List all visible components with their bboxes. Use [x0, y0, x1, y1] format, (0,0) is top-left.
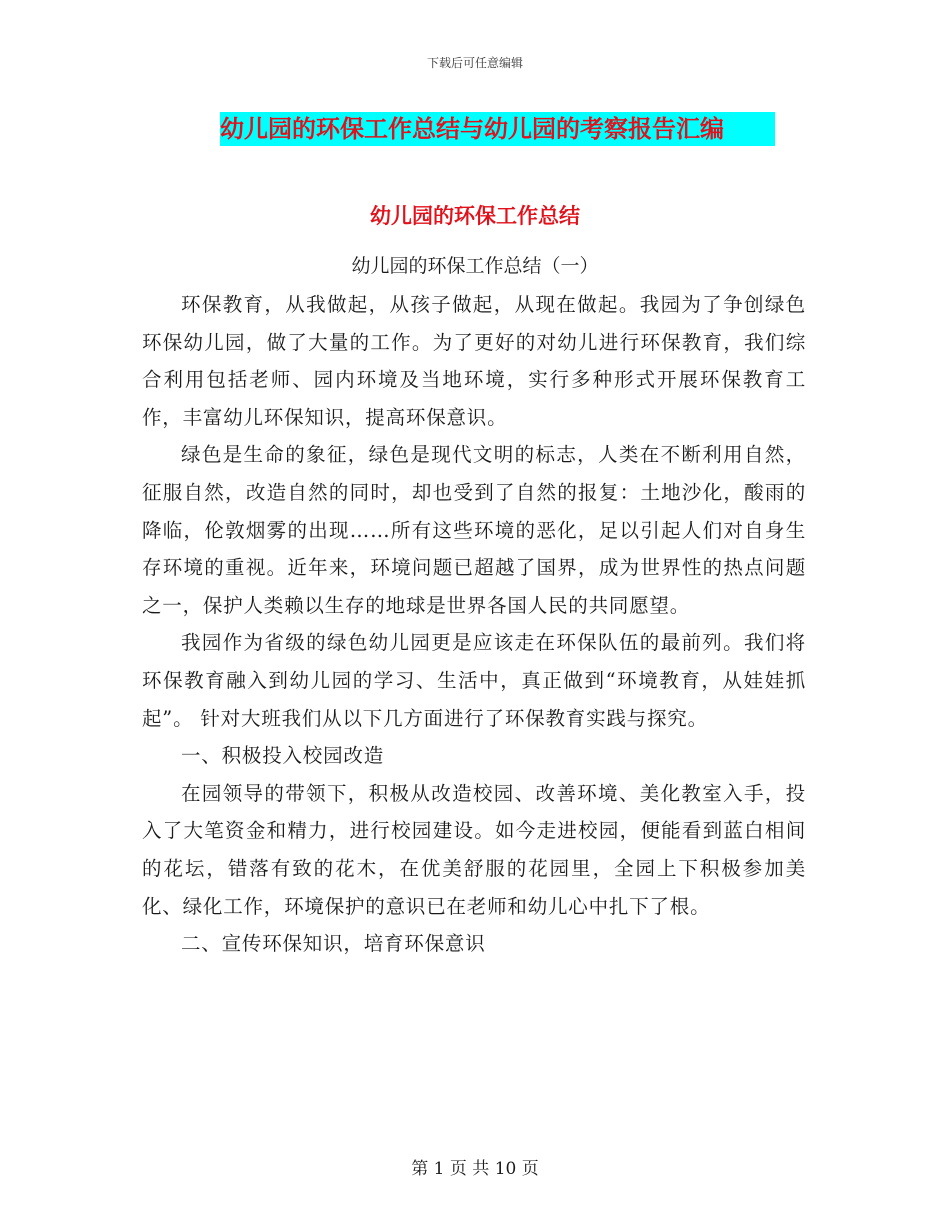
document-body	[142, 286, 806, 963]
page-header-note: 下载后可任意编辑	[426, 56, 523, 70]
paragraph-2: 绿色是生命的象征，绿色是现代文明的标志，人类在不断利用自然，征服自然，改造自然的同时，却也受到了自然的报复：土地沙化，酸雨的降临，伦敦烟雾的出现……所有这些环境的恶化，足以引起人们对自身生存环境的重视。近年来，环境问题已超越了国界，成为世界性的热点问题之一，保护人类赖以生存的地球是世界各国人民的共同愿望。	[142, 443, 806, 617]
heading-1: 一、积极投入校园改造	[181, 744, 385, 768]
page-number: 第 1 页 共 10 页	[411, 1159, 539, 1179]
paragraph-1: 环保教育，从我做起，从孩子做起，从现在做起。我园为了争创绿色环保幼儿园，做了大量的工作。为了更好的对幼儿进行环保教育，我们综合利用包括老师、园内环境及当地环境，实行多种形式开展环保教育工作，丰富幼儿环保知识，提高环保意识。	[142, 293, 806, 429]
paragraph-4: 在园领导的带领下，积极从改造校园、改善环境、美化教室入手，投入了大笔资金和精力，进行校园建设。如今走进校园，便能看到蓝白相间的花坛，错落有致的花木，在优美舒服的花园里，全园上下积极参加美化、绿化工作，环境保护的意识已在老师和幼儿心中扎下了根。	[142, 781, 806, 918]
heading-2: 二、宣传环保知识，培育环保意识	[181, 932, 486, 956]
document-title: 幼儿园的环保工作总结与幼儿园的考察报告汇编	[220, 112, 775, 146]
section-title: 幼儿园的环保工作总结	[370, 204, 580, 228]
subtitle: 幼儿园的环保工作总结（一）	[351, 255, 599, 277]
paragraph-3: 我园作为省级的绿色幼儿园更是应该走在环保队伍的最前列。我们将环保教育融入到幼儿园的学习、生活中，真正做到“环境教育，从娃娃抓起”。 针对大班我们从以下几方面进行了环保教育实践与探究。	[142, 631, 806, 730]
